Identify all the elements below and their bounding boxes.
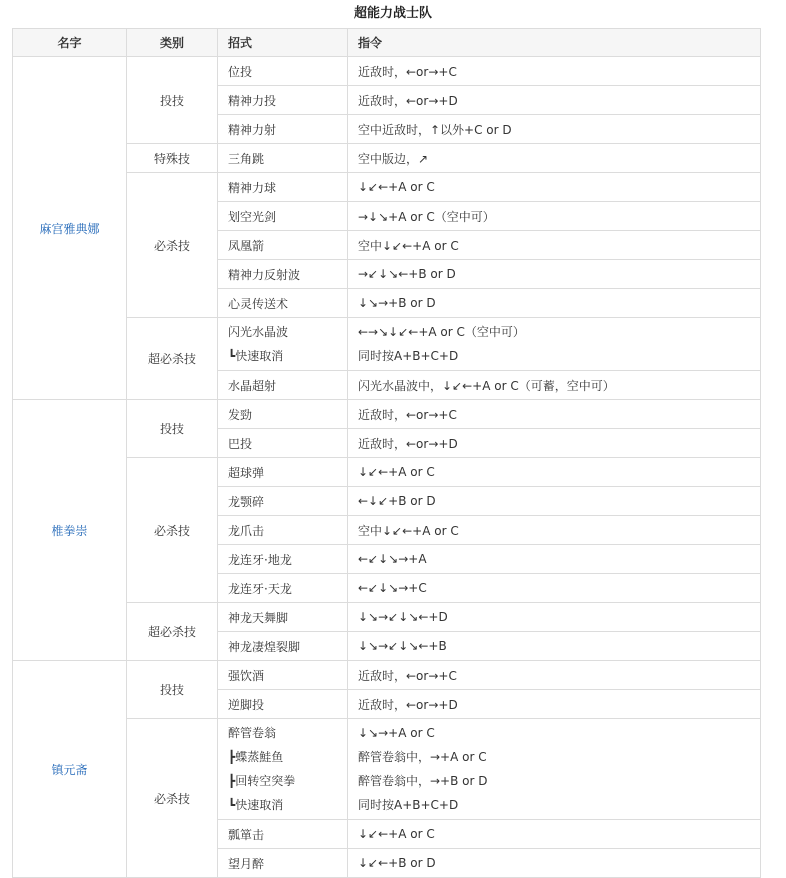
move-command: →↓↘+A or C（空中可） (358, 209, 495, 224)
move-name: 闪光水晶波 (228, 325, 289, 339)
command-cell (348, 545, 761, 574)
move-name: 瓢箪击 (228, 827, 265, 842)
move-name: ┗快速取消 (228, 798, 284, 812)
category-cell: 投技 (127, 400, 218, 458)
command-cell (348, 458, 761, 487)
command-cell (348, 260, 761, 289)
move-name: 望月醉 (228, 856, 265, 871)
move-command: 近敌时，←or→+D (358, 697, 458, 712)
character-name-link[interactable]: 椎拳崇 (51, 523, 88, 538)
header-move: 招式 (218, 29, 348, 57)
move-command: ↓↘→↙↓↘←+D (358, 610, 448, 624)
command-cell (348, 173, 761, 202)
move-cell (218, 400, 348, 429)
command-cell (348, 574, 761, 603)
move-command: ↓↙←+A or C (358, 180, 435, 194)
command-cell (348, 820, 761, 849)
move-cell (218, 487, 348, 516)
move-command: 空中近敌时，↑以外+C or D (358, 122, 512, 137)
move-name: 精神力射 (228, 122, 277, 137)
move-cell (218, 574, 348, 603)
table-row (13, 400, 761, 429)
command-cell (348, 86, 761, 115)
move-cell (218, 516, 348, 545)
move-name: 醉管卷翁 (228, 726, 277, 740)
category-cell: 特殊技 (127, 144, 218, 173)
character-name-cell (13, 57, 127, 400)
character-name-cell (13, 400, 127, 661)
move-cell (218, 458, 348, 487)
table-row (13, 661, 761, 690)
move-name: 龙颚碎 (228, 494, 265, 509)
move-command: ↓↙←+A or C (358, 827, 435, 841)
move-cell (218, 371, 348, 400)
move-name: 三角跳 (228, 151, 265, 166)
move-cell (218, 661, 348, 690)
moves-table (12, 28, 761, 878)
move-cell (218, 144, 348, 173)
header-category: 类别 (127, 29, 218, 57)
command-cell (348, 632, 761, 661)
move-command: 空中↓↙←+A or C (358, 238, 459, 253)
move-name: 位投 (228, 64, 253, 79)
command-cell (348, 429, 761, 458)
move-command: 近敌时，←or→+C (358, 64, 457, 79)
move-command: ←↙↓↘→+A (358, 552, 427, 566)
table-row (13, 57, 761, 86)
command-cell (348, 318, 761, 371)
move-command: ←↙↓↘→+C (358, 581, 427, 595)
header-command: 指令 (348, 29, 761, 57)
move-cell (218, 173, 348, 202)
move-cell (218, 632, 348, 661)
move-name: 心灵传送术 (228, 296, 289, 311)
move-command: ←→↘↓↙←+A or C（空中可） (358, 325, 525, 339)
move-cell (218, 86, 348, 115)
character-name-link[interactable]: 镇元斋 (51, 762, 88, 777)
move-name: 神龙天舞脚 (228, 610, 289, 625)
move-name: ┗快速取消 (228, 349, 284, 363)
move-command: 近敌时，←or→+C (358, 407, 457, 422)
command-cell (348, 719, 761, 820)
category-cell: 超必杀技 (127, 318, 218, 400)
move-name: 龙连牙·地龙 (228, 552, 292, 567)
character-name-cell (13, 661, 127, 878)
move-cell (218, 820, 348, 849)
move-name: 精神力反射波 (228, 267, 301, 282)
move-command: 近敌时，←or→+C (358, 668, 457, 683)
character-name-link[interactable]: 麻宫雅典娜 (39, 221, 100, 236)
move-name: 强饮酒 (228, 668, 265, 683)
move-cell (218, 849, 348, 878)
move-name: 龙爪击 (228, 523, 265, 538)
move-name: 精神力球 (228, 180, 277, 195)
move-command: 近敌时，←or→+D (358, 93, 458, 108)
command-cell (348, 289, 761, 318)
move-command: ←↓↙+B or D (358, 494, 436, 508)
category-cell: 必杀技 (127, 173, 218, 318)
command-cell (348, 57, 761, 86)
move-cell (218, 545, 348, 574)
category-cell: 超必杀技 (127, 603, 218, 661)
table-header-row (13, 29, 761, 57)
move-command: 同时按A+B+C+D (358, 798, 459, 812)
command-cell (348, 661, 761, 690)
move-command: ↓↘→+A or C (358, 726, 435, 740)
move-name: 划空光剑 (228, 209, 277, 224)
command-cell (348, 487, 761, 516)
command-cell (348, 231, 761, 260)
move-command: 醉管卷翁中，→+B or D (358, 774, 488, 788)
move-name: 凤凰箭 (228, 238, 265, 253)
move-cell (218, 429, 348, 458)
move-cell (218, 57, 348, 86)
move-name: 龙连牙·天龙 (228, 581, 292, 596)
command-cell (348, 144, 761, 173)
move-cell (218, 115, 348, 144)
command-cell (348, 371, 761, 400)
move-name: 巴投 (228, 436, 253, 451)
move-cell (218, 318, 348, 371)
category-cell: 必杀技 (127, 458, 218, 603)
move-name: 发勁 (228, 407, 253, 422)
command-cell (348, 202, 761, 231)
category-cell: 投技 (127, 661, 218, 719)
move-name: 超球弹 (228, 465, 265, 480)
category-cell: 投技 (127, 57, 218, 144)
move-cell (218, 690, 348, 719)
move-command: ↓↘→↙↓↘←+B (358, 639, 447, 653)
move-name: ┣回转空突拳 (228, 774, 296, 788)
move-command: 醉管卷翁中，→+A or C (358, 750, 487, 764)
move-name: ┣蝶蒸鮭鱼 (228, 750, 284, 764)
command-cell (348, 516, 761, 545)
move-command: →↙↓↘←+B or D (358, 267, 456, 281)
table-body (13, 57, 761, 878)
command-cell (348, 400, 761, 429)
move-command: ↓↘→+B or D (358, 296, 436, 310)
command-cell (348, 603, 761, 632)
move-command: 同时按A+B+C+D (358, 349, 459, 363)
command-cell (348, 690, 761, 719)
move-name: 精神力投 (228, 93, 277, 108)
category-cell: 必杀技 (127, 719, 218, 878)
move-command: 闪光水晶波中，↓↙←+A or C（可蓄，空中可） (358, 378, 615, 393)
command-cell (348, 849, 761, 878)
move-command: ↓↙←+A or C (358, 465, 435, 479)
page-title: 超能力战士队 (353, 6, 432, 21)
command-cell (348, 115, 761, 144)
move-command: 空中版边，↗ (358, 151, 429, 166)
move-cell (218, 260, 348, 289)
move-name: 逆脚投 (228, 697, 265, 712)
move-cell (218, 603, 348, 632)
move-cell (218, 202, 348, 231)
move-name: 神龙凄煌裂脚 (228, 639, 301, 654)
move-command: 空中↓↙←+A or C (358, 523, 459, 538)
move-cell (218, 231, 348, 260)
header-name: 名字 (13, 29, 127, 57)
move-name: 水晶超射 (228, 378, 277, 393)
move-command: 近敌时，←or→+D (358, 436, 458, 451)
move-cell (218, 289, 348, 318)
move-cell (218, 719, 348, 820)
move-command: ↓↙←+B or D (358, 856, 436, 870)
